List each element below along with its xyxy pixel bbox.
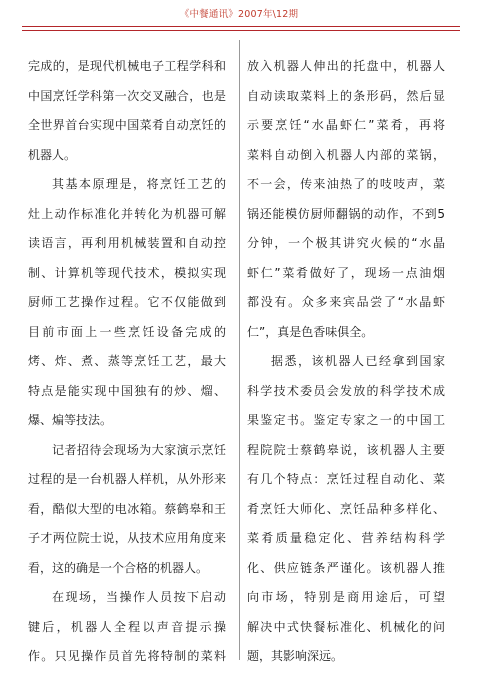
text-line: 灶上动作标准化并转化为机器可解 [28, 206, 226, 221]
text-line: 果鉴定书。鉴定专家之一的中国工 [247, 413, 445, 427]
text-line: 记者招待会现场为大家演示烹饪 [52, 442, 226, 457]
text-line: 完成的，是现代机械电子工程学科和 [28, 59, 226, 73]
text-line: 解决中式快餐标准化、机械化的问 [247, 619, 445, 634]
text-line: 不一会，传来油热了的吱吱声，菜 [247, 177, 445, 191]
text-line: 其基本原理是，将烹饪工艺的 [52, 177, 226, 191]
text-line: 程院院士蔡鹤皋说，该机器人主要 [247, 442, 445, 457]
text-line: 厨师工艺操作过程。它不仅能做到 [28, 295, 226, 309]
text-line: 读语言，再利用机械装置和自动控 [28, 236, 226, 250]
text-line: 制、计算机等现代技术，模拟实现 [28, 265, 226, 280]
text-line: 看，这的确是一个合格的机器人。 [28, 560, 209, 575]
text-line: 科学技术委员会发放的科学技术成 [247, 383, 445, 398]
text-line: 向市场，特别是商用途后，可望 [247, 590, 445, 604]
text-line: 锅还能模仿厨师翻锅的动作，不到5 [247, 206, 445, 221]
text-line: 都没有。众多来宾品尝了“水晶虾 [247, 295, 445, 309]
text-line: 中国烹饪学科第一次交叉融合，也是 [28, 88, 226, 103]
text-line: 放入机器人伸出的托盘中，机器人 [247, 59, 445, 73]
text-line: 爆、煸等技法。 [28, 413, 113, 427]
text-line: 机器人。 [28, 147, 77, 162]
text-line: 有几个特点：烹饪过程自动化、菜 [247, 472, 445, 486]
text-line: 在现场，当操作人员按下启动 [52, 590, 226, 604]
text-line: 菜料自动倒入机器人内部的菜锅， [247, 147, 445, 162]
text-line: 键后，机器人全程以声音提示操 [28, 619, 226, 634]
text-line: 肴烹饪大师化、烹饪品种多样化、 [247, 501, 445, 516]
text-line: 作。只见操作员首先将特制的菜料 [28, 649, 226, 663]
text-line: 虾仁”菜肴做好了，现场一点油烟 [247, 265, 445, 280]
text-line: 菜肴质量稳定化、营养结构科学 [247, 531, 445, 545]
left-column [28, 52, 226, 672]
text-line: 示要烹饪“水晶虾仁”菜肴，再将 [247, 118, 445, 132]
text-line: 分钟，一个极其讲究火候的“水晶 [247, 236, 445, 250]
text-line: 烤、炸、煮、蒸等烹饪工艺，最大 [28, 354, 226, 368]
text-line: 化、供应链条严谨化。该机器人推 [247, 560, 445, 575]
text-line: 全世界首台实现中国菜肴自动烹饪的 [28, 118, 226, 132]
text-line: 子才两位院士说，从技术应用角度来 [28, 531, 226, 545]
text-line: 过程的是一台机器人样机，从外形来 [28, 472, 226, 486]
text-line: 看，酷似大型的电冰箱。蔡鹤皋和王 [28, 501, 226, 516]
header-rule-thin [22, 30, 460, 31]
column-divider [239, 40, 240, 660]
text-line: 自动读取菜料上的条形码，然后显 [247, 88, 445, 103]
text-line: 仁”，真是色香味俱全。 [247, 324, 374, 339]
header-rule-thick [22, 26, 460, 27]
text-line: 题，其影响深远。 [247, 649, 344, 663]
right-column [247, 52, 445, 672]
text-line: 据悉，该机器人已经拿到国家 [271, 354, 445, 368]
text-line: 特点是能实现中国独有的炒、熘、 [28, 383, 226, 398]
running-head: 《中餐通讯》2007年\12期 [179, 9, 299, 20]
text-line: 目前市面上一些烹饪设备完成的 [28, 324, 226, 339]
